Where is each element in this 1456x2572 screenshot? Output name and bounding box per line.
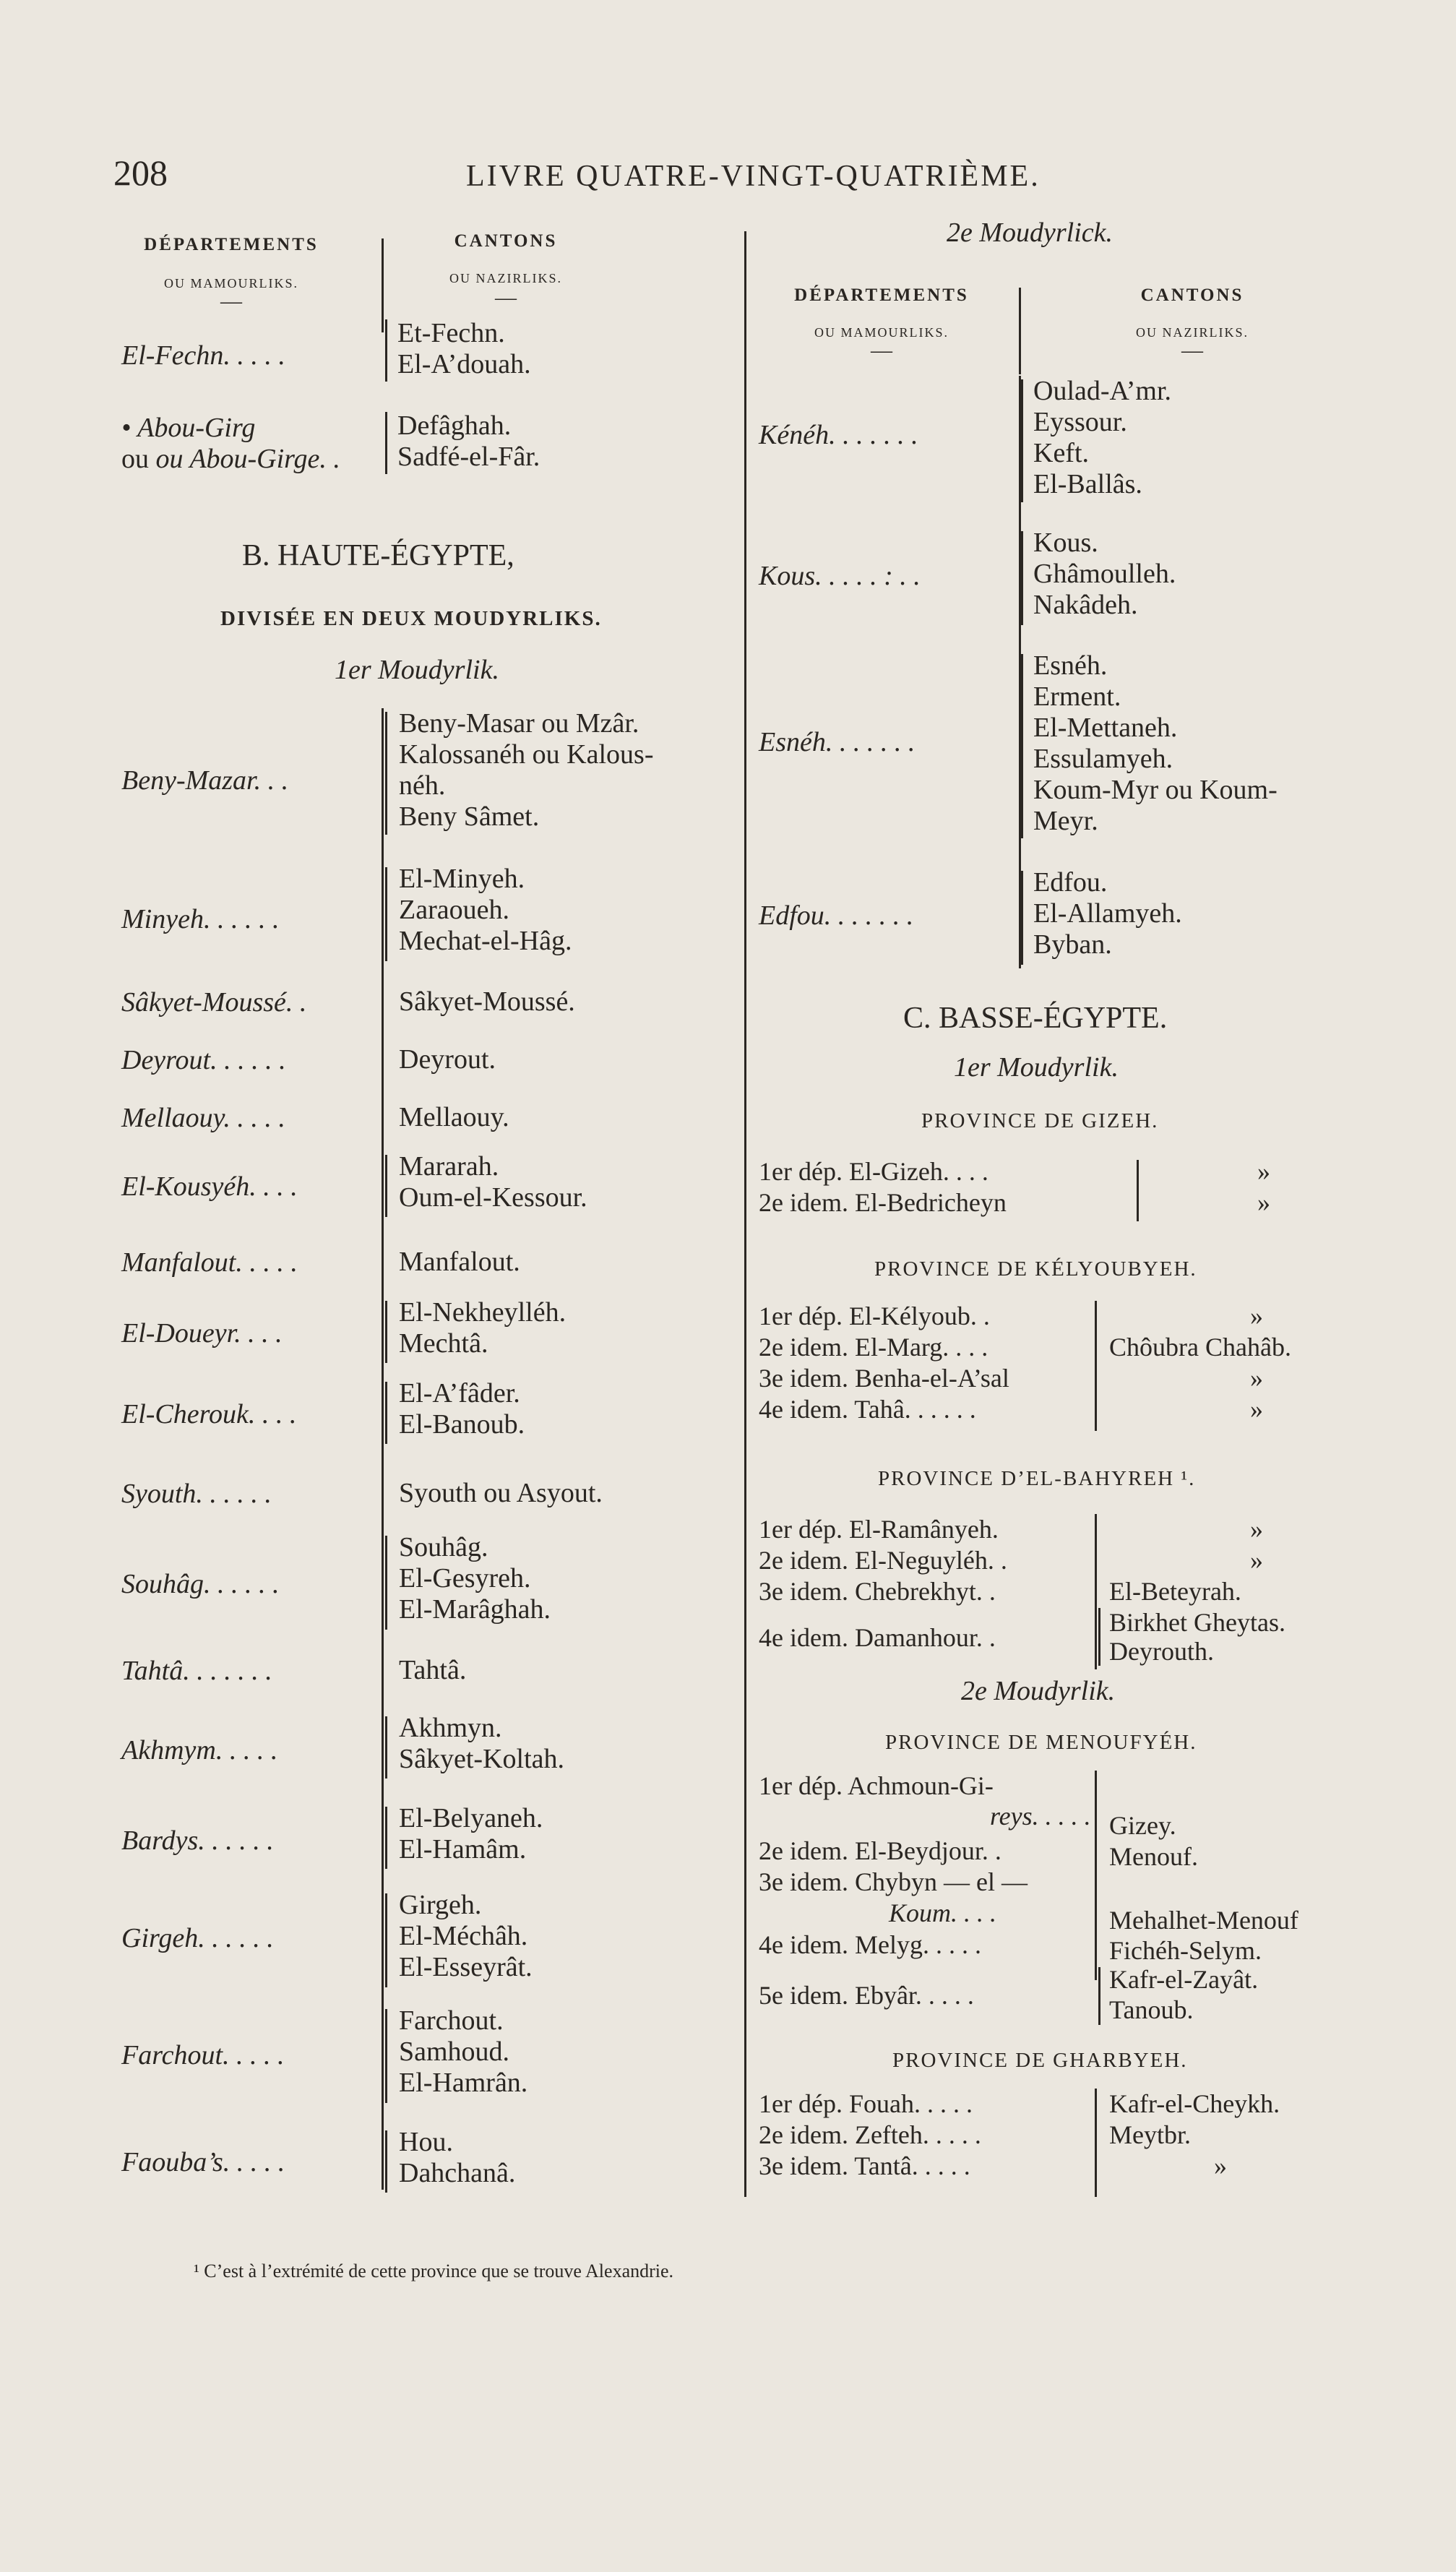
kely-row-4: 4e idem. Tahâ. . . . . . bbox=[759, 1395, 976, 1424]
dept-deyrout: Deyrout. . . . . . bbox=[121, 1045, 286, 1075]
ghar-row-2: 2e idem. Zefteh. . . . . bbox=[759, 2120, 981, 2149]
gizeh-row-1-can: » bbox=[1257, 1157, 1270, 1186]
canton: Dahchanâ. bbox=[399, 2158, 516, 2188]
canton: El-Allamyeh. bbox=[1033, 898, 1182, 929]
canton: Erment. bbox=[1033, 681, 1121, 712]
dept-el-kousyeh: El-Kousyéh. . . . bbox=[121, 1171, 298, 1202]
brace bbox=[1021, 531, 1023, 625]
dept-manfalout: Manfalout. . . . . bbox=[121, 1247, 298, 1278]
menou-row-5-can: Mehalhet-Menouf bbox=[1109, 1906, 1298, 1935]
canton: Sâkyet-Koltah. bbox=[399, 1744, 565, 1774]
canton: Meyr. bbox=[1033, 806, 1098, 836]
canton: Keft. bbox=[1033, 438, 1090, 468]
dept-beny-mazar: Beny-Mazar. . . bbox=[121, 765, 289, 796]
menou-row-4: 3e idem. Chybyn — el — bbox=[759, 1867, 1028, 1896]
canton: Souhâg. bbox=[399, 1532, 488, 1562]
dept-mellaouy: Mellaouy. . . . . bbox=[121, 1103, 285, 1133]
canton: Samhoud. bbox=[399, 2036, 510, 2067]
left-column-divider bbox=[382, 708, 384, 2190]
canton: Nakâdeh. bbox=[1033, 590, 1138, 620]
canton: Et-Fechn. bbox=[397, 318, 505, 348]
canton: Mararah. bbox=[399, 1151, 499, 1182]
bahy-divider bbox=[1095, 1514, 1097, 1669]
canton: El-A’douah. bbox=[397, 349, 531, 379]
page-number: 208 bbox=[113, 152, 168, 193]
ghar-divider bbox=[1095, 2089, 1097, 2197]
province-el-bahyreh: PROVINCE D’EL-BAHYREH ¹. bbox=[878, 1467, 1196, 1490]
left-col-head-cantons: CANTONS bbox=[454, 231, 558, 251]
moudyrlik-c2: 2e Moudyrlik. bbox=[961, 1676, 1116, 1706]
canton: Essulamyeh. bbox=[1033, 744, 1173, 774]
kely-divider bbox=[1095, 1301, 1097, 1431]
section-b-title: B. HAUTE-ÉGYPTE, bbox=[242, 539, 514, 572]
canton: El-A’fâder. bbox=[399, 1378, 520, 1408]
dept-abou-girg: • Abou-Girg bbox=[121, 413, 256, 443]
menou-row-5: Koum. . . . bbox=[889, 1898, 997, 1927]
ghar-row-2-can: Meytbr. bbox=[1109, 2120, 1191, 2149]
gizeh-row-2-can: » bbox=[1257, 1188, 1270, 1217]
dept-akhmym: Akhmym. . . . . bbox=[121, 1735, 278, 1765]
canton: Esnéh. bbox=[1033, 650, 1108, 681]
bahy-row-2-can: » bbox=[1250, 1546, 1263, 1575]
brace bbox=[1021, 654, 1023, 838]
menou-row-8: 5e idem. Ebyâr. . . . . bbox=[759, 1981, 974, 2010]
bahy-row-1-can: » bbox=[1250, 1515, 1263, 1544]
brace bbox=[1098, 1967, 1100, 2025]
bahy-row-4-can: Birkhet Gheytas. bbox=[1109, 1608, 1285, 1637]
left-col-dash: — bbox=[220, 289, 242, 313]
gizeh-row-2: 2e idem. El-Bedricheyn bbox=[759, 1188, 1007, 1217]
canton: Oulad-A’mr. bbox=[1033, 376, 1172, 406]
left-col-dash-2: — bbox=[495, 285, 517, 309]
canton: Girgeh. bbox=[399, 1890, 482, 1920]
dept-tahta: Tahtâ. . . . . . . bbox=[121, 1656, 272, 1686]
canton: Syouth ou Asyout. bbox=[399, 1478, 603, 1508]
bahy-row-3-can: El-Beteyrah. bbox=[1109, 1577, 1241, 1606]
right-col-dash: — bbox=[871, 338, 892, 362]
bahy-row-2: 2e idem. El-Neguyléh. . bbox=[759, 1546, 1007, 1575]
canton: Tahtâ. bbox=[399, 1655, 467, 1685]
bahy-row-3: 3e idem. Chebrekhyt. . bbox=[759, 1577, 996, 1606]
province-gharbyeh: PROVINCE DE GHARBYEH. bbox=[892, 2049, 1188, 2072]
brace bbox=[1098, 1608, 1100, 1666]
bahy-row-1: 1er dép. El-Ramânyeh. bbox=[759, 1515, 999, 1544]
canton: El-Marâghah. bbox=[399, 1594, 551, 1625]
canton: El-Banoub. bbox=[399, 1409, 525, 1440]
canton: Mechat-el-Hâg. bbox=[399, 926, 572, 956]
canton: Mechtâ. bbox=[399, 1328, 488, 1359]
canton: El-Mettaneh. bbox=[1033, 713, 1178, 743]
canton: El-Nekheylléh. bbox=[399, 1297, 567, 1328]
dept-farchout: Farchout. . . . . bbox=[121, 2040, 285, 2070]
canton: Kalossanéh ou Kalous- bbox=[399, 739, 654, 770]
brace bbox=[385, 867, 387, 961]
dept-esneh: Esnéh. . . . . . . bbox=[759, 727, 916, 757]
right-col-sub-mamourliks: OU MAMOURLIKS. bbox=[814, 325, 949, 340]
canton: Kous. bbox=[1033, 528, 1098, 558]
canton: El-Belyaneh. bbox=[399, 1803, 543, 1833]
brace bbox=[385, 1716, 387, 1779]
menou-row-8-can: Tanoub. bbox=[1109, 1995, 1194, 2024]
dept-abou-girge: ou ou Abou-Girge. . bbox=[121, 444, 340, 474]
dept-sakyet-mousse: Sâkyet-Moussé. . bbox=[121, 987, 307, 1018]
menou-row-2-can: Gizey. bbox=[1109, 1811, 1176, 1840]
right-col-dash-2: — bbox=[1181, 338, 1203, 362]
canton: Ghâmoulleh. bbox=[1033, 559, 1176, 589]
canton: El-Méchâh. bbox=[399, 1921, 528, 1951]
dept-keneh: Kénéh. . . . . . . bbox=[759, 420, 918, 450]
canton: El-Gesyreh. bbox=[399, 1563, 531, 1593]
moudyrlik-2: 2e Moudyrlick. bbox=[947, 218, 1113, 248]
dept-el-cherouk: El-Cherouk. . . . bbox=[121, 1399, 297, 1429]
dept-el-fechn: El-Fechn. . . . . bbox=[121, 340, 285, 371]
canton: Zaraoueh. bbox=[399, 895, 509, 925]
menou-divider bbox=[1095, 1771, 1097, 1980]
canton: Defâghah. bbox=[397, 410, 512, 441]
ghar-row-1: 1er dép. Fouah. . . . . bbox=[759, 2089, 973, 2118]
canton: El-Hamrân. bbox=[399, 2068, 528, 2098]
brace bbox=[385, 1382, 387, 1444]
canton: Mellaouy. bbox=[399, 1102, 509, 1132]
dept-kous: Kous. . . . . : . . bbox=[759, 561, 921, 591]
brace bbox=[385, 412, 387, 474]
left-header-divider bbox=[382, 238, 384, 332]
menou-row-1: 1er dép. Achmoun-Gi- bbox=[759, 1771, 994, 1800]
moudyrlik-c1: 1er Moudyrlik. bbox=[954, 1052, 1119, 1083]
canton: Edfou. bbox=[1033, 867, 1108, 898]
province-gizeh: PROVINCE DE GIZEH. bbox=[921, 1109, 1159, 1132]
section-c-title: C. BASSE-ÉGYPTE. bbox=[903, 1002, 1168, 1035]
section-b-subtitle: DIVISÉE EN DEUX MOUDYRLIKS. bbox=[220, 607, 602, 630]
left-col-head-departements: DÉPARTEMENTS bbox=[144, 235, 319, 254]
canton: Farchout. bbox=[399, 2005, 504, 2036]
gizeh-divider bbox=[1137, 1160, 1139, 1221]
menou-row-2: reys. . . . . bbox=[990, 1802, 1091, 1831]
menou-row-6: 4e idem. Melyg. . . . . bbox=[759, 1930, 981, 1959]
canton: Deyrout. bbox=[399, 1044, 496, 1075]
dept-bardys: Bardys. . . . . . bbox=[121, 1825, 274, 1856]
canton: Manfalout. bbox=[399, 1247, 520, 1277]
kely-row-3-can: » bbox=[1250, 1364, 1263, 1393]
running-title: LIVRE QUATRE-VINGT-QUATRIÈME. bbox=[466, 160, 1041, 193]
gizeh-row-1: 1er dép. El-Gizeh. . . . bbox=[759, 1157, 988, 1186]
brace bbox=[385, 319, 387, 382]
brace bbox=[385, 1301, 387, 1363]
right-header-divider bbox=[1019, 288, 1021, 374]
brace bbox=[385, 2130, 387, 2193]
brace bbox=[385, 1893, 387, 1987]
canton: Koum-Myr ou Koum- bbox=[1033, 775, 1278, 805]
canton: Byban. bbox=[1033, 929, 1112, 960]
province-kelyoubyeh: PROVINCE DE KÉLYOUBYEH. bbox=[874, 1257, 1197, 1281]
province-menoufyeh: PROVINCE DE MENOUFYÉH. bbox=[885, 1731, 1197, 1754]
footnote: ¹ C’est à l’extrémité de cette province que se trouve Alexandrie. bbox=[194, 2261, 674, 2281]
right-col-sub-nazirliks: OU NAZIRLIKS. bbox=[1136, 325, 1249, 340]
brace bbox=[1021, 379, 1023, 502]
left-col-sub-mamourliks: OU MAMOURLIKS. bbox=[163, 276, 298, 291]
ghar-row-3-can: » bbox=[1214, 2151, 1227, 2180]
bahy-row-4: 4e idem. Damanhour. . bbox=[759, 1623, 996, 1652]
dept-minyeh: Minyeh. . . . . . bbox=[121, 904, 280, 934]
dept-faoubas: Faouba’s. . . . . bbox=[121, 2147, 285, 2177]
left-col-sub-nazirliks: OU NAZIRLIKS. bbox=[449, 271, 562, 285]
ghar-row-1-can: Kafr-el-Cheykh. bbox=[1109, 2089, 1280, 2118]
canton: El-Minyeh. bbox=[399, 864, 525, 894]
canton: Sâkyet-Moussé. bbox=[399, 986, 575, 1017]
canton: néh. bbox=[399, 770, 446, 801]
menou-row-7-can: Kafr-el-Zayât. bbox=[1109, 1965, 1259, 1994]
canton: Oum-el-Kessour. bbox=[399, 1182, 587, 1213]
kely-row-1: 1er dép. El-Kélyoub. . bbox=[759, 1302, 990, 1330]
canton: Beny-Masar ou Mzâr. bbox=[399, 708, 639, 739]
dept-edfou: Edfou. . . . . . . bbox=[759, 900, 914, 931]
kely-row-4-can: » bbox=[1250, 1395, 1263, 1424]
page-column-divider bbox=[744, 231, 746, 2197]
menou-row-6-can: Fichéh-Selym. bbox=[1109, 1936, 1262, 1965]
menou-row-3: 2e idem. El-Beydjour. . bbox=[759, 1836, 1001, 1865]
canton: Sadfé-el-Fâr. bbox=[397, 442, 540, 472]
right-col-head-cantons: CANTONS bbox=[1140, 285, 1244, 305]
kely-row-3: 3e idem. Benha-el-A’sal bbox=[759, 1364, 1009, 1393]
canton: El-Hamâm. bbox=[399, 1834, 527, 1865]
brace bbox=[385, 1155, 387, 1217]
brace bbox=[385, 2009, 387, 2103]
dept-souhag: Souhâg. . . . . . bbox=[121, 1569, 280, 1599]
kely-row-1-can: » bbox=[1250, 1302, 1263, 1330]
brace bbox=[385, 1807, 387, 1869]
brace bbox=[1021, 871, 1023, 965]
canton: Beny Sâmet. bbox=[399, 801, 540, 832]
bahy-row-5-can: Deyrouth. bbox=[1109, 1637, 1214, 1666]
kely-row-2-can: Chôubra Chahâb. bbox=[1109, 1333, 1291, 1362]
dept-el-doueyr: El-Doueyr. . . . bbox=[121, 1318, 283, 1349]
canton: Akhmyn. bbox=[399, 1713, 502, 1743]
canton: El-Esseyrât. bbox=[399, 1952, 533, 1982]
moudyrlik-1: 1er Moudyrlik. bbox=[335, 655, 499, 685]
canton: Hou. bbox=[399, 2127, 453, 2157]
brace bbox=[385, 712, 387, 835]
canton: El-Ballâs. bbox=[1033, 469, 1142, 499]
canton: Eyssour. bbox=[1033, 407, 1127, 437]
kely-row-2: 2e idem. El-Marg. . . . bbox=[759, 1333, 988, 1362]
dept-syouth: Syouth. . . . . . bbox=[121, 1479, 272, 1509]
dept-girgeh: Girgeh. . . . . . bbox=[121, 1923, 274, 1953]
right-col-head-departements: DÉPARTEMENTS bbox=[794, 285, 969, 305]
ghar-row-3: 3e idem. Tantâ. . . . . bbox=[759, 2151, 970, 2180]
menou-row-3-can: Menouf. bbox=[1109, 1842, 1198, 1871]
brace bbox=[385, 1536, 387, 1630]
